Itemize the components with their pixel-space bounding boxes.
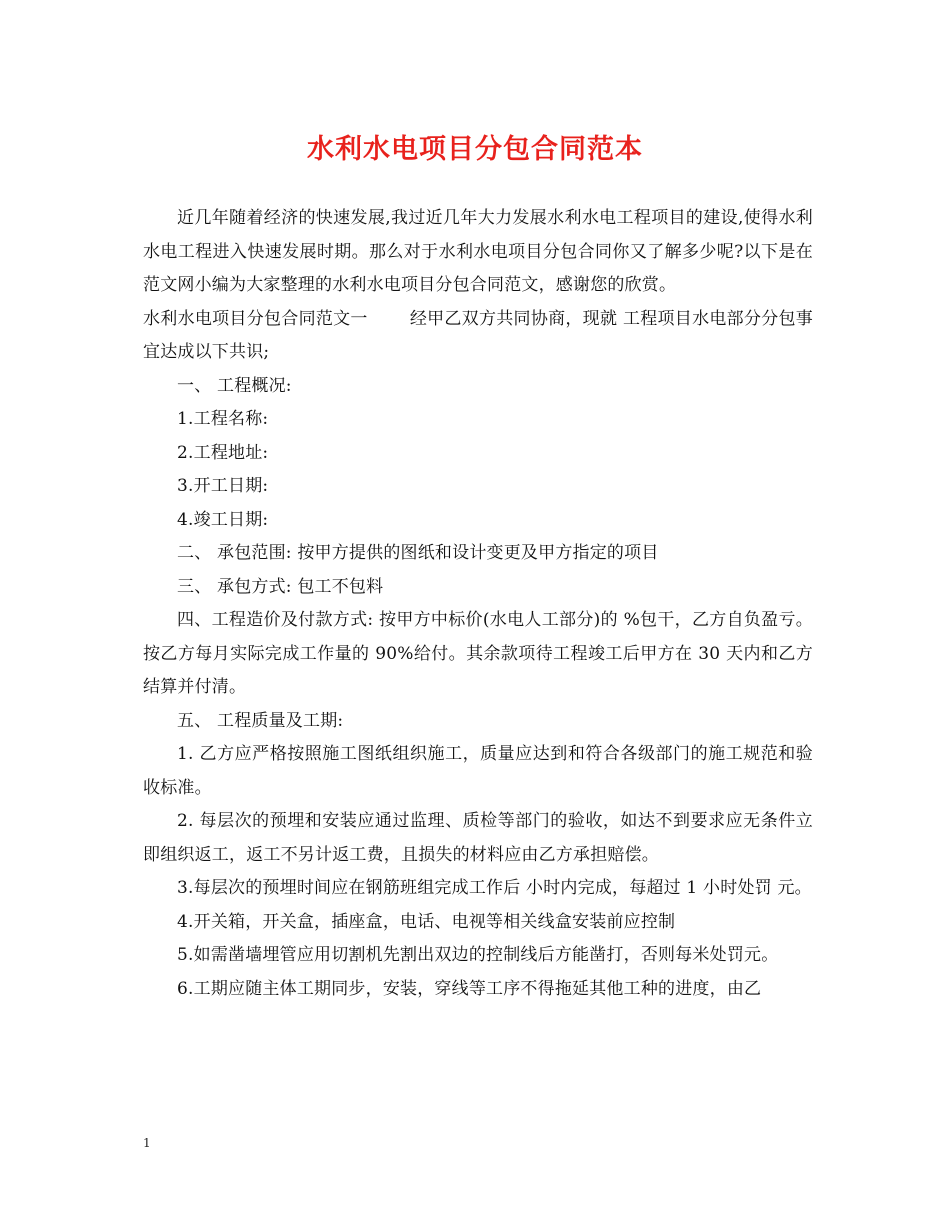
contract-scope-line: 二、 承包范围: 按甲方提供的图纸和设计变更及甲方指定的项目 — [177, 543, 659, 563]
sample-paragraph — [143, 303, 813, 370]
quality-clause-5: 5.如需凿墙埋管应用切割机先割出双边的控制线后方能凿打，否则每米处罚元。 — [177, 945, 779, 965]
quality-clause-3: 3.每层次的预埋时间应在钢筋班组完成工作后 小时内完成，每超过 1 小时处罚 元。 — [177, 878, 812, 898]
section-overview-heading: 一、 工程概况: — [177, 375, 292, 396]
project-name-line: 1.工程名称: — [177, 409, 269, 429]
page-number: 1 — [143, 1136, 151, 1150]
payment-terms-paragraph: 四、工程造价及付款方式: 按甲方中标价(水电人工部分)的 %包干，乙方自负盈亏。按乙方每月实际完成工作量的 90%给付。其余款项待工程竣工后甲方在 30 天内和乙方结算并付清。 — [143, 610, 813, 697]
contract-method-line: 三、 承包方式: 包工不包料 — [177, 576, 384, 597]
quality-schedule-heading: 五、 工程质量及工期: — [177, 710, 344, 731]
document-body — [143, 202, 813, 1006]
sample-heading: 水利水电项目分包合同范文一 — [143, 308, 368, 329]
sample-intro: 经甲乙双方共同协商，现就 工程项目水电部分分包事宜达成以下共识; — [143, 308, 814, 362]
project-address-line: 2.工程地址: — [177, 442, 269, 463]
quality-clause-2: 2. 每层次的预埋和安装应通过监理、质检等部门的验收，如达不到要求应无条件立即组织返工，返工不另计返工费，且损失的材料应由乙方承担赔偿。 — [143, 811, 813, 865]
completion-date-line: 4.竣工日期: — [177, 509, 269, 530]
quality-clause-4: 4.开关箱，开关盒，插座盒，电话、电视等相关线盒安装前应控制 — [177, 911, 676, 932]
quality-clause-1: 1. 乙方应严格按照施工图纸组织施工，质量应达到和符合各级部门的施工规范和验收标准。 — [143, 744, 813, 798]
intro-paragraph: 近几年随着经济的快速发展,我过近几年大力发展水利水电工程项目的建设,使得水利水电工程进入快速发展时期。那么对于水利水电项目分包合同你又了解多少呢?以下是在范文网小编为大家整理的水利水电项目分包合同范文，感谢您的欣赏。 — [143, 208, 813, 295]
document-title: 水利水电项目分包合同范本 — [307, 134, 643, 165]
quality-clause-6: 6.工期应随主体工期同步，安装，穿线等工序不得拖延其他工种的进度，由乙 — [177, 978, 762, 999]
start-date-line: 3.开工日期: — [177, 476, 269, 496]
